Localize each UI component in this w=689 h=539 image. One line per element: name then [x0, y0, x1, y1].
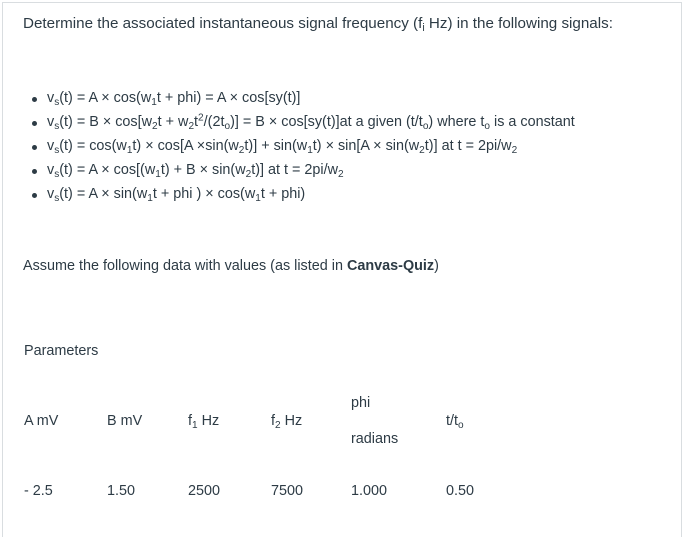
- value-t-to: 0.50: [446, 483, 475, 499]
- header-f1-hz: $f_1$ Hz: [188, 413, 220, 432]
- signal-item-5: $v_s(t) = A \times \sin(w_1t$ + phi ) × $\cos(w_1t + phi)$: [30, 186, 575, 210]
- signal-item-2: $v_s(t) = B \times \cos[w_2t + w_2t^2/(2t_o)] = B \times \cos[sy(t)]at$ a given $(t/t_o)$ where $t_o$ is a constant: [30, 114, 575, 138]
- header-phi-unit: radians: [351, 431, 399, 447]
- header-t-to: $t/t_o$: [446, 413, 464, 432]
- value-b: 1.50: [107, 483, 136, 499]
- assume-text: Assume the following data with values (as listed in Canvas-Quiz): [23, 258, 439, 274]
- header-phi: phi: [351, 395, 371, 411]
- header-f2-hz: $f_2$ Hz: [271, 413, 303, 432]
- signal-item-4: $v_s(t) = A \times \cos[(w_1t) + B \times \sin(w_2t)]$ at $t = 2pi/w_2$: [30, 162, 575, 186]
- parameters-label: Parameters: [24, 343, 99, 359]
- canvas-quiz-bold: Canvas-Quiz: [346, 258, 435, 274]
- header-a-mv: A mV: [24, 413, 59, 429]
- value-a: - 2.5: [24, 483, 53, 499]
- question-text: Determine the associated instantaneous signal frequency ($f_i$ Hz) in the following signals:: [23, 15, 613, 35]
- value-f2: 7500: [271, 483, 304, 499]
- signal-item-3: $v_s(t) = \cos(w_1t) \times \cos[A \times\sin(w_2t)] + \sin(w_1t) \times \sin[A \times \sin(w_2t)]$ at $t = 2pi/w_2$: [30, 138, 575, 162]
- header-b-mv: B mV: [107, 413, 143, 429]
- value-f1: 2500: [188, 483, 221, 499]
- signal-list: [30, 90, 575, 210]
- signal-item-1: $v_s(t) = A \times \cos(w_1t + phi) = A \times \cos[sy(t)]$: [30, 90, 575, 114]
- value-phi: 1.000: [351, 483, 388, 499]
